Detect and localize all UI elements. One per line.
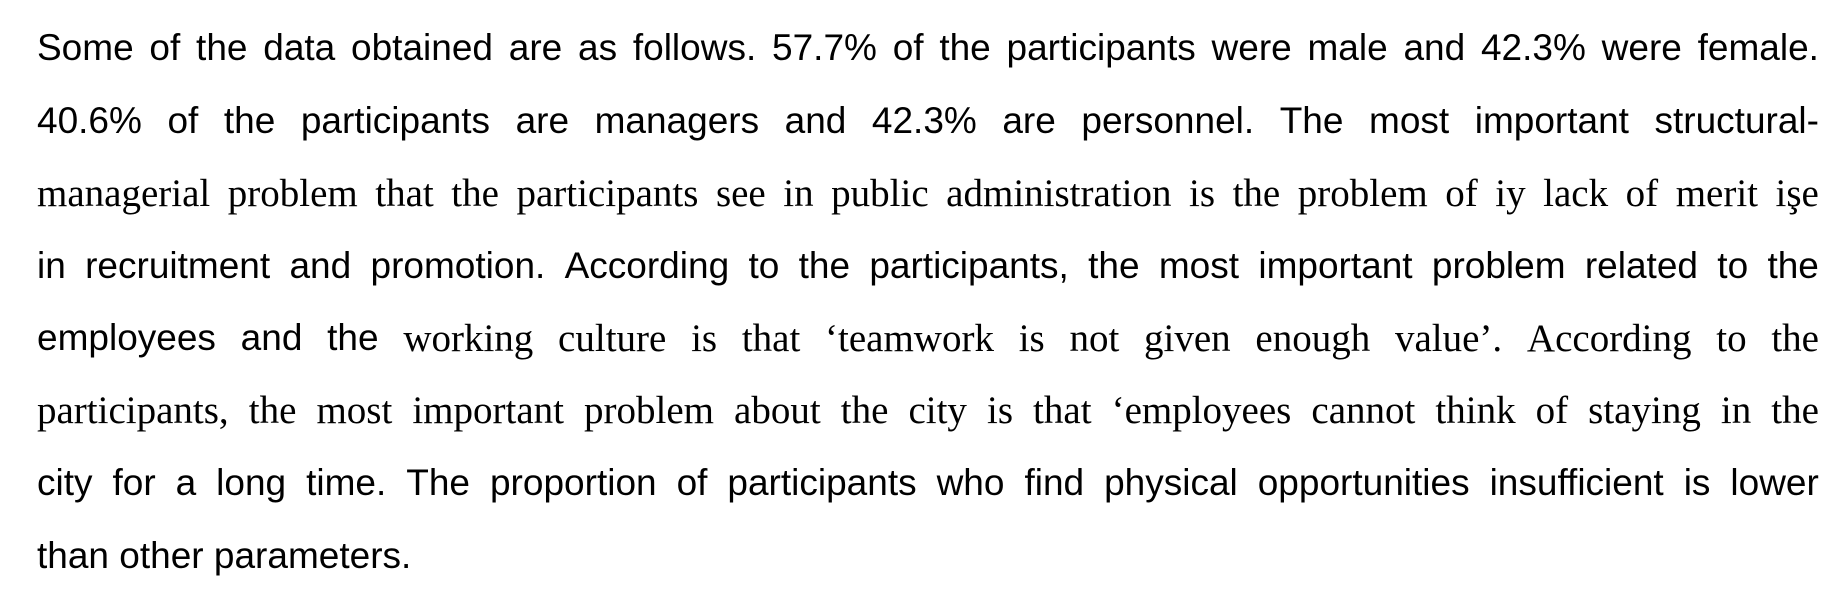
word: 57.7% xyxy=(772,27,877,69)
word: ‘employees xyxy=(1112,388,1292,433)
word: participants xyxy=(301,100,490,142)
word: 42.3% xyxy=(872,100,977,142)
word: administration xyxy=(946,171,1171,216)
word: obtained xyxy=(351,27,493,69)
word: and xyxy=(289,245,351,287)
word: important xyxy=(412,388,564,433)
word: participants xyxy=(727,462,916,504)
word: 40.6% xyxy=(37,100,142,142)
word: participants xyxy=(516,171,698,216)
word: problem xyxy=(584,388,714,433)
word: The xyxy=(406,462,470,504)
word: find xyxy=(1024,462,1084,504)
paragraph-line-7 xyxy=(37,447,1819,520)
word: the xyxy=(451,171,499,216)
word: managerial xyxy=(37,171,210,216)
word: are xyxy=(516,100,569,142)
word: of xyxy=(1626,171,1659,216)
word: of xyxy=(167,100,198,142)
word: insufficient xyxy=(1490,462,1664,504)
word: about xyxy=(734,388,821,433)
word: physical xyxy=(1104,462,1238,504)
word: public xyxy=(831,171,928,216)
word: to xyxy=(1716,316,1746,361)
word: not xyxy=(1069,316,1119,361)
word: and xyxy=(1403,27,1465,69)
word: is xyxy=(1189,171,1215,216)
word: the xyxy=(841,388,889,433)
word: important xyxy=(1258,245,1412,287)
word: the xyxy=(1767,245,1818,287)
word: of xyxy=(1445,171,1478,216)
word: lack xyxy=(1543,171,1608,216)
word: in xyxy=(783,171,813,216)
word: the xyxy=(799,245,850,287)
word: for xyxy=(112,462,155,504)
word: of xyxy=(1536,388,1569,433)
word: of xyxy=(149,27,180,69)
word: that xyxy=(742,316,800,361)
word: most xyxy=(1159,245,1239,287)
word: According xyxy=(565,245,730,287)
word: the xyxy=(1771,388,1819,433)
document-paragraph xyxy=(37,12,1819,592)
word: is xyxy=(1019,316,1045,361)
word: problem xyxy=(1432,245,1566,287)
word: of xyxy=(893,27,924,69)
paragraph-line-2 xyxy=(37,85,1819,158)
word: most xyxy=(1369,100,1449,142)
word: managers xyxy=(595,100,760,142)
word: see xyxy=(716,171,766,216)
word: a xyxy=(176,462,197,504)
word: recruitment xyxy=(85,245,270,287)
word: problem xyxy=(228,171,358,216)
word: is xyxy=(987,388,1013,433)
paragraph-line-1 xyxy=(37,12,1819,85)
word: is xyxy=(1684,462,1711,504)
word: iy xyxy=(1495,171,1525,216)
word: is xyxy=(691,316,717,361)
word: time. xyxy=(306,462,386,504)
word: the xyxy=(1233,171,1281,216)
word: the xyxy=(196,27,247,69)
word: proportion xyxy=(490,462,657,504)
word: think xyxy=(1435,388,1515,433)
word: given xyxy=(1144,316,1231,361)
word: who xyxy=(937,462,1005,504)
word: working xyxy=(403,316,533,361)
paragraph-line-5 xyxy=(37,302,1819,375)
word: city xyxy=(908,388,966,433)
word: data xyxy=(263,27,335,69)
word: the xyxy=(1088,245,1139,287)
word: employees xyxy=(37,317,216,359)
word: Some xyxy=(37,27,134,69)
word: important xyxy=(1475,100,1629,142)
word: are xyxy=(509,27,562,69)
word: opportunities xyxy=(1258,462,1470,504)
word: follows. xyxy=(633,27,756,69)
word: participants, xyxy=(37,388,229,433)
word: işe xyxy=(1776,171,1819,216)
word: most xyxy=(316,388,392,433)
word: staying xyxy=(1588,388,1701,433)
word: that xyxy=(375,171,433,216)
word: in xyxy=(37,245,66,287)
word: the xyxy=(939,27,990,69)
word: long xyxy=(216,462,286,504)
word: ‘teamwork xyxy=(825,316,994,361)
paragraph-line-8: than other parameters. xyxy=(37,520,1819,592)
word: female. xyxy=(1698,27,1819,69)
word: enough xyxy=(1255,316,1370,361)
word: and xyxy=(241,317,303,359)
word: were xyxy=(1602,27,1682,69)
paragraph-line-3 xyxy=(37,157,1819,230)
word: structural- xyxy=(1654,100,1818,142)
word: According xyxy=(1527,316,1692,361)
word: cannot xyxy=(1311,388,1415,433)
word: the xyxy=(1771,316,1819,361)
word: lower xyxy=(1730,462,1818,504)
word: and xyxy=(785,100,847,142)
paragraph-line-4 xyxy=(37,230,1819,303)
word: promotion. xyxy=(371,245,546,287)
word: participants, xyxy=(869,245,1069,287)
word: were xyxy=(1212,27,1292,69)
word: value’. xyxy=(1395,316,1502,361)
word: that xyxy=(1033,388,1091,433)
word: as xyxy=(578,27,617,69)
word: are xyxy=(1002,100,1055,142)
word: city xyxy=(37,462,93,504)
word: the xyxy=(249,388,297,433)
word: the xyxy=(224,100,275,142)
word: related xyxy=(1585,245,1698,287)
word: The xyxy=(1280,100,1344,142)
paragraph-line-6 xyxy=(37,375,1819,448)
word: male xyxy=(1307,27,1387,69)
word: culture xyxy=(558,316,666,361)
word: 42.3% xyxy=(1481,27,1586,69)
word: to xyxy=(748,245,779,287)
word: problem xyxy=(1298,171,1428,216)
word: of xyxy=(677,462,708,504)
word: participants xyxy=(1007,27,1196,69)
word: merit xyxy=(1676,171,1758,216)
word: to xyxy=(1717,245,1748,287)
word: personnel. xyxy=(1081,100,1254,142)
word: in xyxy=(1721,388,1751,433)
word: the xyxy=(327,317,378,359)
